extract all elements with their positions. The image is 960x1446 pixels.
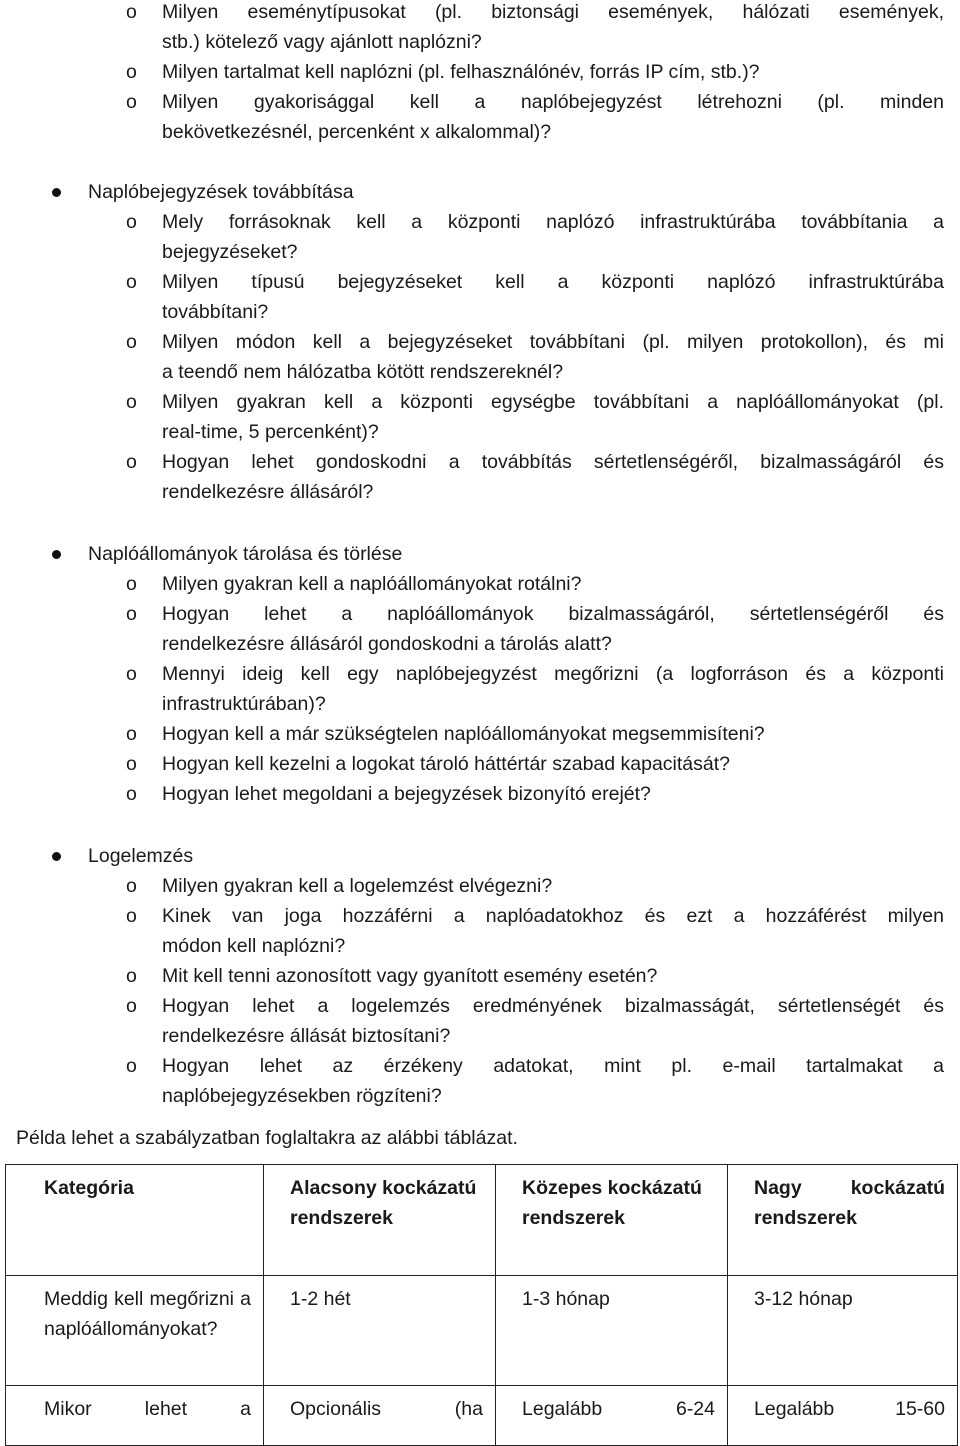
bullet-icon bbox=[52, 188, 61, 197]
list-item-text: Milyen típusú bejegyzéseket kell a központi naplózó infrastruktúrába bbox=[162, 271, 944, 293]
list-marker: o bbox=[126, 995, 137, 1017]
list-marker: o bbox=[126, 663, 137, 685]
list-item-text: bekövetkezésnél, percenként x alkalommal)? bbox=[162, 121, 552, 143]
list-marker: o bbox=[126, 1055, 137, 1077]
retention-table bbox=[5, 1164, 958, 1446]
table-cell: Meddig kell megőrizni a naplóállományokat? bbox=[6, 1276, 264, 1386]
list-marker: o bbox=[126, 1, 137, 23]
list-marker: o bbox=[126, 271, 137, 293]
list-item-text: Milyen tartalmat kell naplózni (pl. felhasználónév, forrás IP cím, stb.)? bbox=[162, 61, 760, 83]
list-item-text: Hogyan lehet gondoskodni a továbbítás sértetlenségéről, bizalmasságáról és bbox=[162, 451, 944, 473]
list-item-text: módon kell naplózni? bbox=[162, 935, 346, 957]
list-item-text: Hogyan lehet a logelemzés eredményének bizalmasságát, sértetlenségét és bbox=[162, 995, 944, 1017]
list-marker: o bbox=[126, 61, 137, 83]
table-header-cell: Kategória bbox=[6, 1165, 264, 1276]
table-header-cell: Közepes kockázatú rendszerek bbox=[496, 1165, 728, 1276]
list-item-text: Milyen eseménytípusokat (pl. biztonsági események, hálózati események, bbox=[162, 1, 944, 23]
list-marker: o bbox=[126, 573, 137, 595]
list-marker: o bbox=[126, 331, 137, 353]
list-item-text: a teendő nem hálózatba kötött rendszereknél? bbox=[162, 361, 564, 383]
list-item-text: infrastruktúrában)? bbox=[162, 693, 326, 715]
table-cell: 1-2 hét bbox=[264, 1276, 496, 1386]
intro-paragraph: Példa lehet a szabályzatban foglaltakra az alábbi táblázat. bbox=[16, 1127, 518, 1149]
list-item-text: Milyen módon kell a bejegyzéseket továbbítani (pl. milyen protokollon), és mi bbox=[162, 331, 944, 353]
table-header-row bbox=[6, 1165, 958, 1276]
list-item-text: Milyen gyakran kell a naplóállományokat rotálni? bbox=[162, 573, 582, 595]
list-marker: o bbox=[126, 875, 137, 897]
list-marker: o bbox=[126, 723, 137, 745]
list-item-text: Mit kell tenni azonosított vagy gyanított esemény esetén? bbox=[162, 965, 658, 987]
list-item-text: rendelkezésre állásáról? bbox=[162, 481, 374, 503]
list-marker: o bbox=[126, 965, 137, 987]
table-cell: 3-12 hónap bbox=[728, 1276, 958, 1386]
list-item-text: továbbítani? bbox=[162, 301, 269, 323]
list-item-text: stb.) kötelező vagy ajánlott naplózni? bbox=[162, 31, 482, 53]
list-item-text: Hogyan lehet a naplóállományok bizalmasságáról, sértetlenségéről és bbox=[162, 603, 944, 625]
list-item-text: real-time, 5 percenként)? bbox=[162, 421, 379, 443]
table-cell: 1-3 hónap bbox=[496, 1276, 728, 1386]
list-item-text: bejegyzéseket? bbox=[162, 241, 298, 263]
bullet-icon bbox=[52, 852, 61, 861]
section-heading: Naplóállományok tárolása és törlése bbox=[88, 543, 403, 565]
list-item-text: Mely forrásoknak kell a központi naplózó infrastruktúrába továbbítania a bbox=[162, 211, 944, 233]
table-row bbox=[6, 1276, 958, 1386]
table-cell: Legalább 6-24 bbox=[496, 1386, 728, 1446]
list-marker: o bbox=[126, 391, 137, 413]
bullet-icon bbox=[52, 550, 61, 559]
list-item-text: Mennyi ideig kell egy naplóbejegyzést megőrizni (a logforráson és a központi bbox=[162, 663, 944, 685]
section-heading: Naplóbejegyzések továbbítása bbox=[88, 181, 354, 203]
list-item-text: Kinek van joga hozzáférni a naplóadatokhoz és ezt a hozzáférést milyen bbox=[162, 905, 944, 927]
list-item-text: Hogyan lehet az érzékeny adatokat, mint pl. e-mail tartalmakat a bbox=[162, 1055, 944, 1077]
table-cell: Mikor lehet a bbox=[6, 1386, 264, 1446]
table-row bbox=[6, 1386, 958, 1446]
list-item-text: naplóbejegyzésekben rögzíteni? bbox=[162, 1085, 442, 1107]
table-header-cell: Nagy kockázatú rendszerek bbox=[728, 1165, 958, 1276]
list-item-text: Hogyan lehet megoldani a bejegyzések bizonyító erejét? bbox=[162, 783, 651, 805]
table-cell: Legalább 15-60 bbox=[728, 1386, 958, 1446]
table-header-cell: Alacsony kockázatú rendszerek bbox=[264, 1165, 496, 1276]
list-marker: o bbox=[126, 753, 137, 775]
list-marker: o bbox=[126, 905, 137, 927]
list-item-text: Hogyan kell a már szükségtelen naplóállományokat megsemmisíteni? bbox=[162, 723, 765, 745]
list-item-text: Milyen gyakran kell a központi egységbe továbbítani a naplóállományokat (pl. bbox=[162, 391, 944, 413]
list-item-text: Hogyan kell kezelni a logokat tároló háttértár szabad kapacitását? bbox=[162, 753, 731, 775]
list-marker: o bbox=[126, 91, 137, 113]
list-marker: o bbox=[126, 451, 137, 473]
list-item-text: rendelkezésre állását biztosítani? bbox=[162, 1025, 451, 1047]
list-item-text: Milyen gyakorisággal kell a naplóbejegyzést létrehozni (pl. minden bbox=[162, 91, 944, 113]
list-marker: o bbox=[126, 783, 137, 805]
list-marker: o bbox=[126, 603, 137, 625]
list-item-text: rendelkezésre állásáról gondoskodni a tárolás alatt? bbox=[162, 633, 612, 655]
list-item-text: Milyen gyakran kell a logelemzést elvégezni? bbox=[162, 875, 553, 897]
table-cell: Opcionális (ha bbox=[264, 1386, 496, 1446]
section-heading: Logelemzés bbox=[88, 845, 194, 867]
list-marker: o bbox=[126, 211, 137, 233]
